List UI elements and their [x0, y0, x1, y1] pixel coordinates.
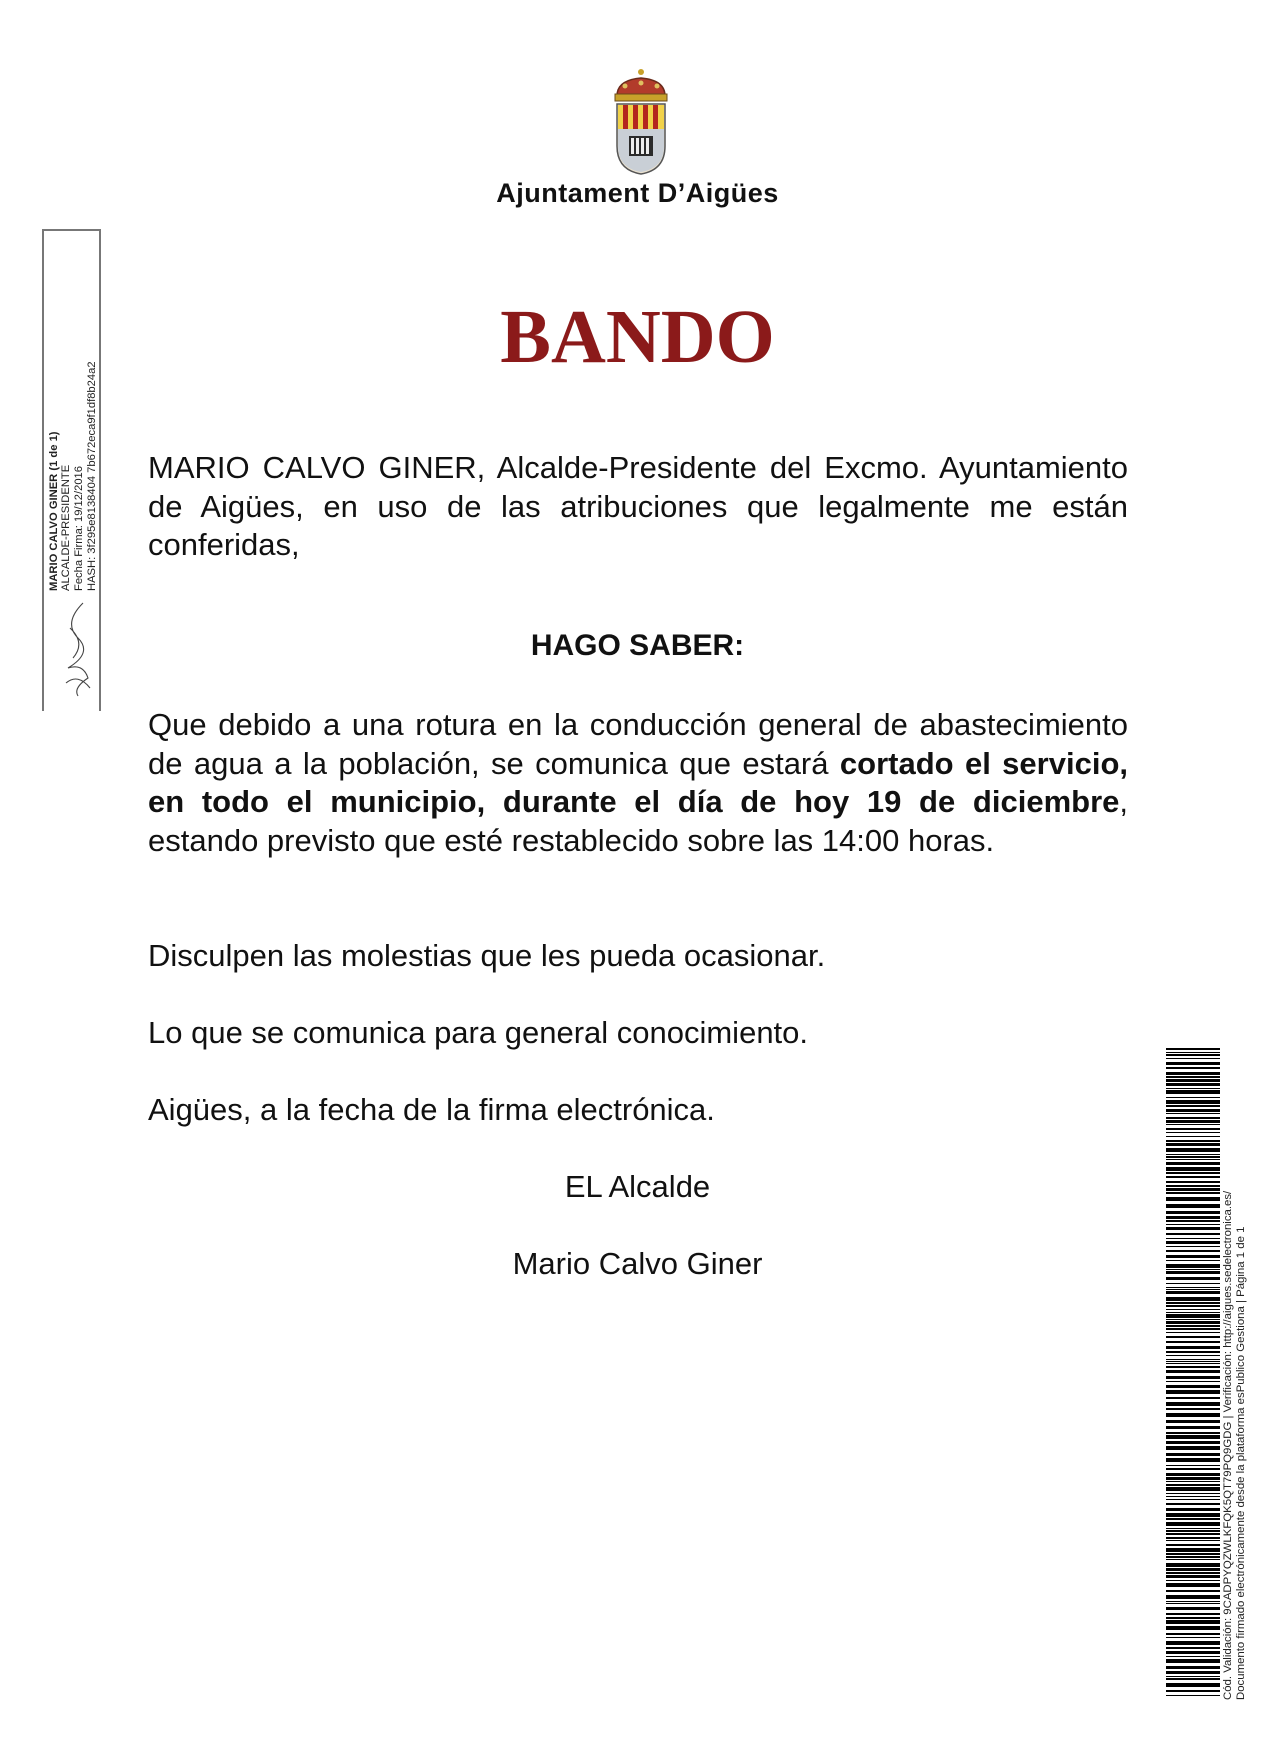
verification-line-1: Cód. Validación: 9CADPYQZWLKFQK5QT79PQ9GDG | Verificación: http://aigues.sedelectronica.es/: [1222, 1190, 1234, 1700]
body-text-part2: , estando previsto que esté restablecido sobre las 14:00 horas.: [148, 784, 1128, 858]
signer-title: EL Alcalde: [564, 1169, 711, 1204]
stamp-role-line: ALCALDE-PRESIDENTE: [60, 464, 73, 591]
body-paragraph: [148, 706, 1128, 860]
notice-paragraph: Lo que se comunica para general conocimiento.: [148, 1015, 809, 1050]
stamp-date-line: Fecha Firma: 19/12/2016: [72, 466, 85, 591]
section-heading: HAGO SABER:: [530, 629, 745, 662]
body-text-part1: Que debido a una rotura en la conducción general de abastecimiento de agua a la población, se comunica que estará: [148, 707, 1128, 781]
place-date-paragraph: Aigües, a la fecha de la firma electrónica.: [148, 1092, 715, 1127]
stamp-name-line: MARIO CALVO GINER (1 de 1): [48, 431, 60, 591]
verification-text: [1222, 1191, 1248, 1700]
signature-stamp-text: [48, 431, 85, 591]
body-text-bold: cortado el servicio, en todo el municipio, durante el día de hoy 19 de diciembre: [148, 745, 1128, 819]
stamp-hash-line: HASH: 3f295e8138404 7b672eca9f1df8b24a2: [86, 361, 98, 591]
document-title: BANDO: [500, 295, 775, 379]
municipality-name: Ajuntament D’Aigües: [496, 178, 779, 208]
coat-of-arms-icon: [611, 66, 671, 178]
intro-paragraph: MARIO CALVO GINER, Alcalde-Presidente del Excmo. Ayuntamiento de Aigües, en uso de las atribuciones que legalmente me están conferidas,: [148, 450, 1128, 562]
handwritten-signature-icon: [58, 598, 98, 698]
verification-line-2: Documento firmado electrónicamente desde la plataforma esPublico Gestiona | Página 1 de 1: [1235, 1226, 1247, 1700]
signer-name: Mario Calvo Giner: [512, 1246, 763, 1281]
barcode-icon: [1166, 1048, 1220, 1696]
apology-paragraph: Disculpen las molestias que les pueda ocasionar.: [148, 938, 826, 973]
